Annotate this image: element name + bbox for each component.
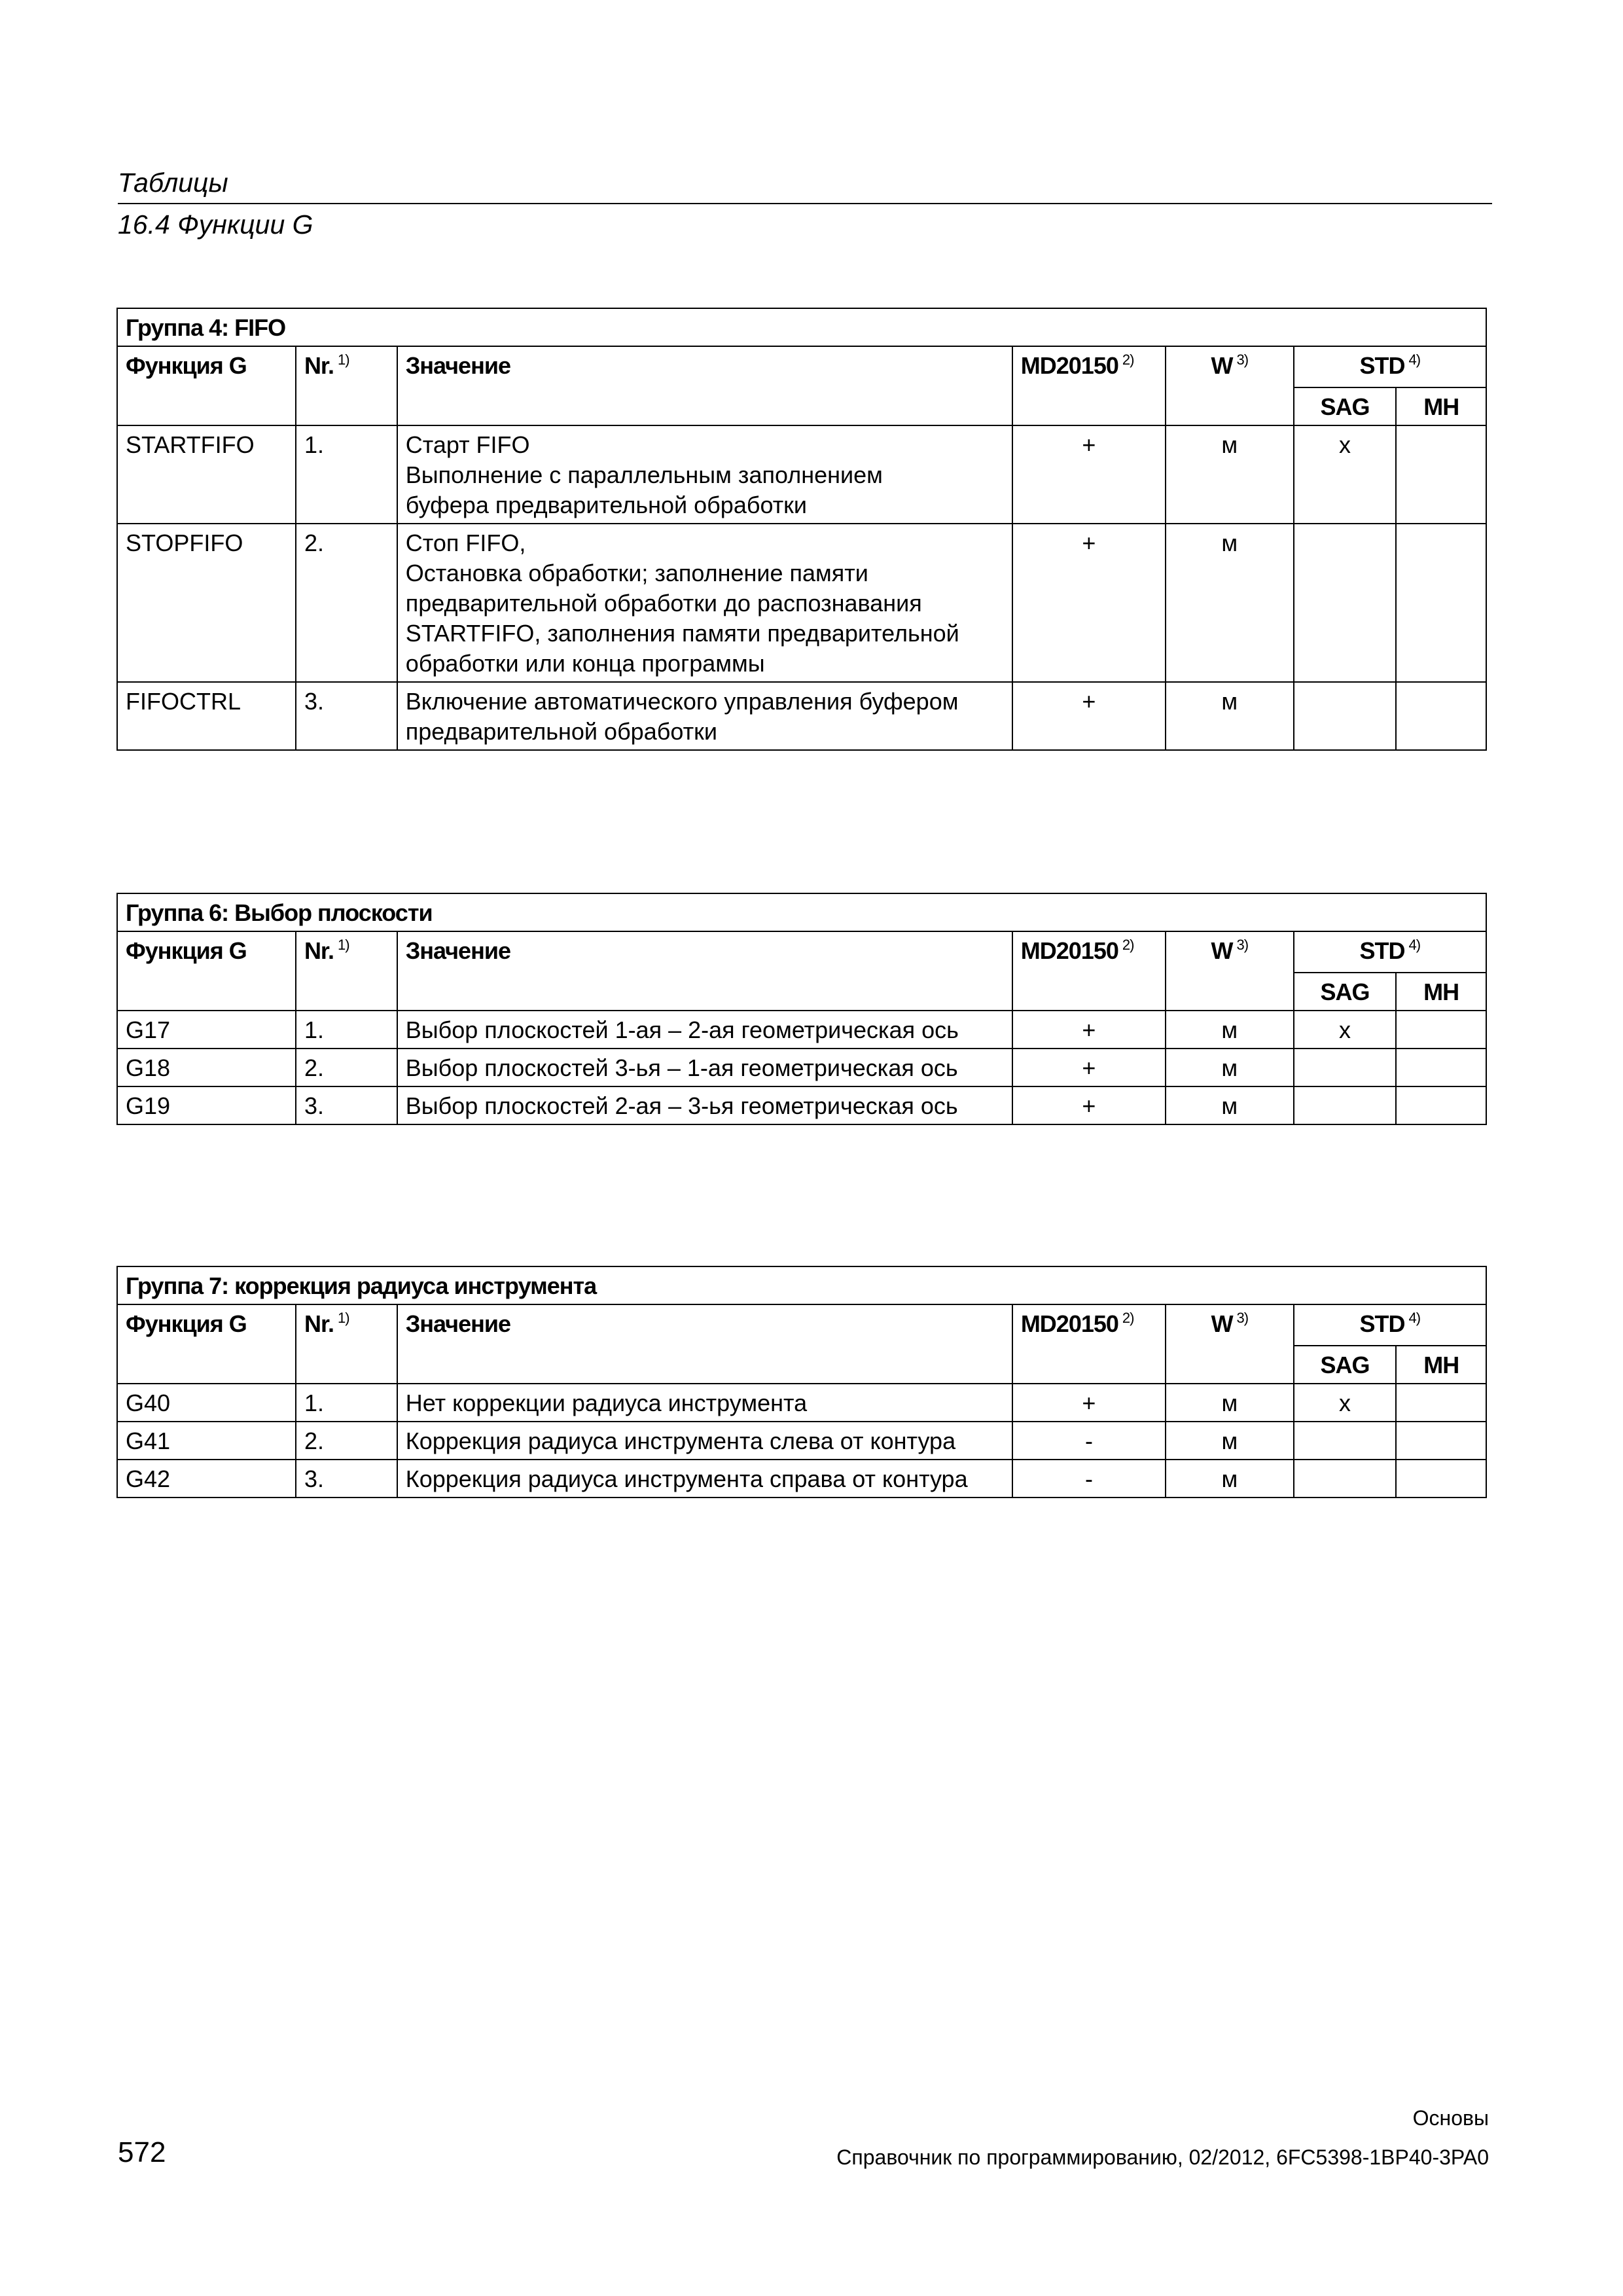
mh-cell xyxy=(1396,1460,1486,1498)
column-header-label: STD xyxy=(1359,352,1405,379)
mh-cell xyxy=(1396,425,1486,524)
column-header-func xyxy=(117,1304,296,1384)
g-group-table xyxy=(116,893,1487,1125)
header-row xyxy=(117,1304,1486,1346)
g-function-cell: G41 xyxy=(117,1422,296,1460)
table-row xyxy=(117,1422,1486,1460)
w-cell: м xyxy=(1166,1384,1294,1422)
column-header-label: Функция G xyxy=(126,1310,247,1337)
md20150-cell: + xyxy=(1012,425,1166,524)
column-header-func xyxy=(117,931,296,1011)
meaning-line: обработки или конца программы xyxy=(405,650,765,677)
column-header-label: Nr. xyxy=(304,1310,334,1337)
column-header-w xyxy=(1166,1304,1294,1384)
meaning-cell xyxy=(397,1086,1012,1124)
column-header-label: MH xyxy=(1423,1352,1459,1378)
w-cell: м xyxy=(1166,1422,1294,1460)
column-header-label: Значение xyxy=(405,937,510,964)
column-header-label: Функция G xyxy=(126,352,247,379)
column-header-label: Значение xyxy=(405,1310,510,1337)
number-cell: 1. xyxy=(296,425,397,524)
footnote-mark: 1) xyxy=(337,937,349,953)
meaning-line: Выбор плоскостей 3-ья – 1-ая геометрическая ось xyxy=(405,1054,958,1081)
column-header-label: Значение xyxy=(405,352,510,379)
meaning-line: предварительной обработки до распознавания xyxy=(405,590,922,617)
meaning-cell xyxy=(397,1049,1012,1086)
mh-cell xyxy=(1396,1011,1486,1049)
sag-cell xyxy=(1294,1422,1397,1460)
g-group-table xyxy=(116,308,1487,751)
number-cell: 3. xyxy=(296,1086,397,1124)
meaning-cell xyxy=(397,1384,1012,1422)
sag-cell xyxy=(1294,1086,1397,1124)
column-header-meaning xyxy=(397,1304,1012,1384)
table-row xyxy=(117,1086,1486,1124)
meaning-line: Старт FIFO xyxy=(405,431,530,458)
meaning-line: предварительной обработки xyxy=(405,718,717,745)
meaning-line: Выбор плоскостей 2-ая – 3-ья геометрическая ось xyxy=(405,1092,958,1119)
column-header-nr xyxy=(296,346,397,425)
sag-cell: x xyxy=(1294,425,1397,524)
column-header-std xyxy=(1294,1304,1486,1346)
table-row xyxy=(117,1460,1486,1498)
mh-cell xyxy=(1396,1384,1486,1422)
w-cell: м xyxy=(1166,1086,1294,1124)
meaning-line: Нет коррекции радиуса инструмента xyxy=(405,1390,808,1416)
column-header-nr xyxy=(296,931,397,1011)
column-header-w xyxy=(1166,346,1294,425)
column-header-label: MD20150 xyxy=(1020,352,1118,379)
group-title-row xyxy=(117,893,1486,931)
footnote-mark: 1) xyxy=(337,351,349,368)
w-cell: м xyxy=(1166,1049,1294,1086)
table-row xyxy=(117,524,1486,682)
footnote-mark: 4) xyxy=(1408,937,1421,953)
table-row xyxy=(117,1384,1486,1422)
meaning-cell xyxy=(397,1422,1012,1460)
column-header-label: W xyxy=(1211,1310,1233,1337)
number-cell: 1. xyxy=(296,1011,397,1049)
number-cell: 1. xyxy=(296,1384,397,1422)
g-function-cell: G40 xyxy=(117,1384,296,1422)
column-header-nr xyxy=(296,1304,397,1384)
mh-cell xyxy=(1396,682,1486,750)
column-header-label: W xyxy=(1211,937,1233,964)
footnote-mark: 4) xyxy=(1408,351,1421,368)
footer-reference: Справочник по программированию, 02/2012, 6FC5398-1BP40-3PA0 xyxy=(836,2145,1489,2169)
mh-cell xyxy=(1396,524,1486,682)
section-title: 16.4 Функции G xyxy=(118,209,313,240)
g-function-cell: STARTFIFO xyxy=(117,425,296,524)
column-header-label: MH xyxy=(1423,393,1459,420)
table-row xyxy=(117,1011,1486,1049)
sag-cell xyxy=(1294,1049,1397,1086)
meaning-cell xyxy=(397,682,1012,750)
md20150-cell: + xyxy=(1012,682,1166,750)
column-header-md xyxy=(1012,346,1166,425)
footnote-mark: 3) xyxy=(1236,1310,1249,1326)
number-cell: 3. xyxy=(296,682,397,750)
column-header-label: W xyxy=(1211,352,1233,379)
md20150-cell: + xyxy=(1012,1384,1166,1422)
footnote-mark: 3) xyxy=(1236,937,1249,953)
meaning-cell xyxy=(397,1460,1012,1498)
g-function-cell: FIFOCTRL xyxy=(117,682,296,750)
meaning-line: Выполнение с параллельным заполнением xyxy=(405,461,883,488)
meaning-line: Остановка обработки; заполнение памяти xyxy=(405,560,868,586)
column-header-label: SAG xyxy=(1320,978,1370,1005)
column-header-md xyxy=(1012,1304,1166,1384)
table-row xyxy=(117,682,1486,750)
header-row xyxy=(117,346,1486,387)
footnote-mark: 4) xyxy=(1408,1310,1421,1326)
mh-cell xyxy=(1396,1086,1486,1124)
column-header-label: SAG xyxy=(1320,393,1370,420)
meaning-line: Коррекция радиуса инструмента справа от контура xyxy=(405,1465,968,1492)
md20150-cell: - xyxy=(1012,1422,1166,1460)
md20150-cell: + xyxy=(1012,1049,1166,1086)
group-title: Группа 6: Выбор плоскости xyxy=(117,893,1486,931)
g-function-cell: G18 xyxy=(117,1049,296,1086)
table-row xyxy=(117,425,1486,524)
number-cell: 2. xyxy=(296,524,397,682)
column-header-meaning xyxy=(397,931,1012,1011)
sag-cell xyxy=(1294,524,1397,682)
column-header-sag xyxy=(1294,973,1397,1011)
column-header-label: Nr. xyxy=(304,352,334,379)
g-function-cell: STOPFIFO xyxy=(117,524,296,682)
column-header-label: MD20150 xyxy=(1020,1310,1118,1337)
column-header-func xyxy=(117,346,296,425)
column-header-label: Nr. xyxy=(304,937,334,964)
number-cell: 2. xyxy=(296,1049,397,1086)
w-cell: м xyxy=(1166,682,1294,750)
number-cell: 2. xyxy=(296,1422,397,1460)
column-header-std xyxy=(1294,931,1486,973)
g-function-cell: G19 xyxy=(117,1086,296,1124)
column-header-w xyxy=(1166,931,1294,1011)
table-row xyxy=(117,1049,1486,1086)
meaning-line: STARTFIFO, заполнения памяти предварительной xyxy=(405,620,959,647)
footnote-mark: 3) xyxy=(1236,351,1249,368)
meaning-line: Коррекция радиуса инструмента слева от контура xyxy=(405,1427,956,1454)
meaning-line: Стоп FIFO, xyxy=(405,529,526,556)
meaning-cell xyxy=(397,524,1012,682)
footnote-mark: 2) xyxy=(1122,351,1134,368)
footnote-mark: 2) xyxy=(1122,937,1134,953)
column-header-mh xyxy=(1396,973,1486,1011)
g-group-table xyxy=(116,1266,1487,1498)
chapter-title: Таблицы xyxy=(118,168,228,198)
mh-cell xyxy=(1396,1422,1486,1460)
footnote-mark: 1) xyxy=(337,1310,349,1326)
md20150-cell: + xyxy=(1012,1086,1166,1124)
column-header-label: SAG xyxy=(1320,1352,1370,1378)
sag-cell xyxy=(1294,682,1397,750)
w-cell: м xyxy=(1166,425,1294,524)
w-cell: м xyxy=(1166,1460,1294,1498)
group-title: Группа 4: FIFO xyxy=(117,308,1486,346)
meaning-line: буфера предварительной обработки xyxy=(405,492,808,518)
column-header-label: Функция G xyxy=(126,937,247,964)
meaning-line: Включение автоматического управления буфером xyxy=(405,688,959,715)
md20150-cell: - xyxy=(1012,1460,1166,1498)
page-header xyxy=(118,162,1492,245)
column-header-std xyxy=(1294,346,1486,387)
footer-book-title: Основы xyxy=(1412,2106,1489,2130)
md20150-cell: + xyxy=(1012,1011,1166,1049)
group-title-row xyxy=(117,308,1486,346)
column-header-label: MH xyxy=(1423,978,1459,1005)
w-cell: м xyxy=(1166,1011,1294,1049)
group-title-row xyxy=(117,1266,1486,1304)
column-header-label: MD20150 xyxy=(1020,937,1118,964)
column-header-md xyxy=(1012,931,1166,1011)
w-cell: м xyxy=(1166,524,1294,682)
footnote-mark: 2) xyxy=(1122,1310,1134,1326)
g-function-cell: G42 xyxy=(117,1460,296,1498)
md20150-cell: + xyxy=(1012,524,1166,682)
header-row xyxy=(117,931,1486,973)
sag-cell: x xyxy=(1294,1384,1397,1422)
sag-cell xyxy=(1294,1460,1397,1498)
column-header-sag xyxy=(1294,387,1397,425)
sag-cell: x xyxy=(1294,1011,1397,1049)
column-header-label: STD xyxy=(1359,1310,1405,1337)
column-header-meaning xyxy=(397,346,1012,425)
mh-cell xyxy=(1396,1049,1486,1086)
meaning-cell xyxy=(397,425,1012,524)
group-title: Группа 7: коррекция радиуса инструмента xyxy=(117,1266,1486,1304)
meaning-cell xyxy=(397,1011,1012,1049)
number-cell: 3. xyxy=(296,1460,397,1498)
g-function-cell: G17 xyxy=(117,1011,296,1049)
column-header-mh xyxy=(1396,1346,1486,1384)
meaning-line: Выбор плоскостей 1-ая – 2-ая геометрическая ось xyxy=(405,1016,959,1043)
page-number: 572 xyxy=(118,2136,166,2168)
column-header-label: STD xyxy=(1359,937,1405,964)
column-header-sag xyxy=(1294,1346,1397,1384)
column-header-mh xyxy=(1396,387,1486,425)
